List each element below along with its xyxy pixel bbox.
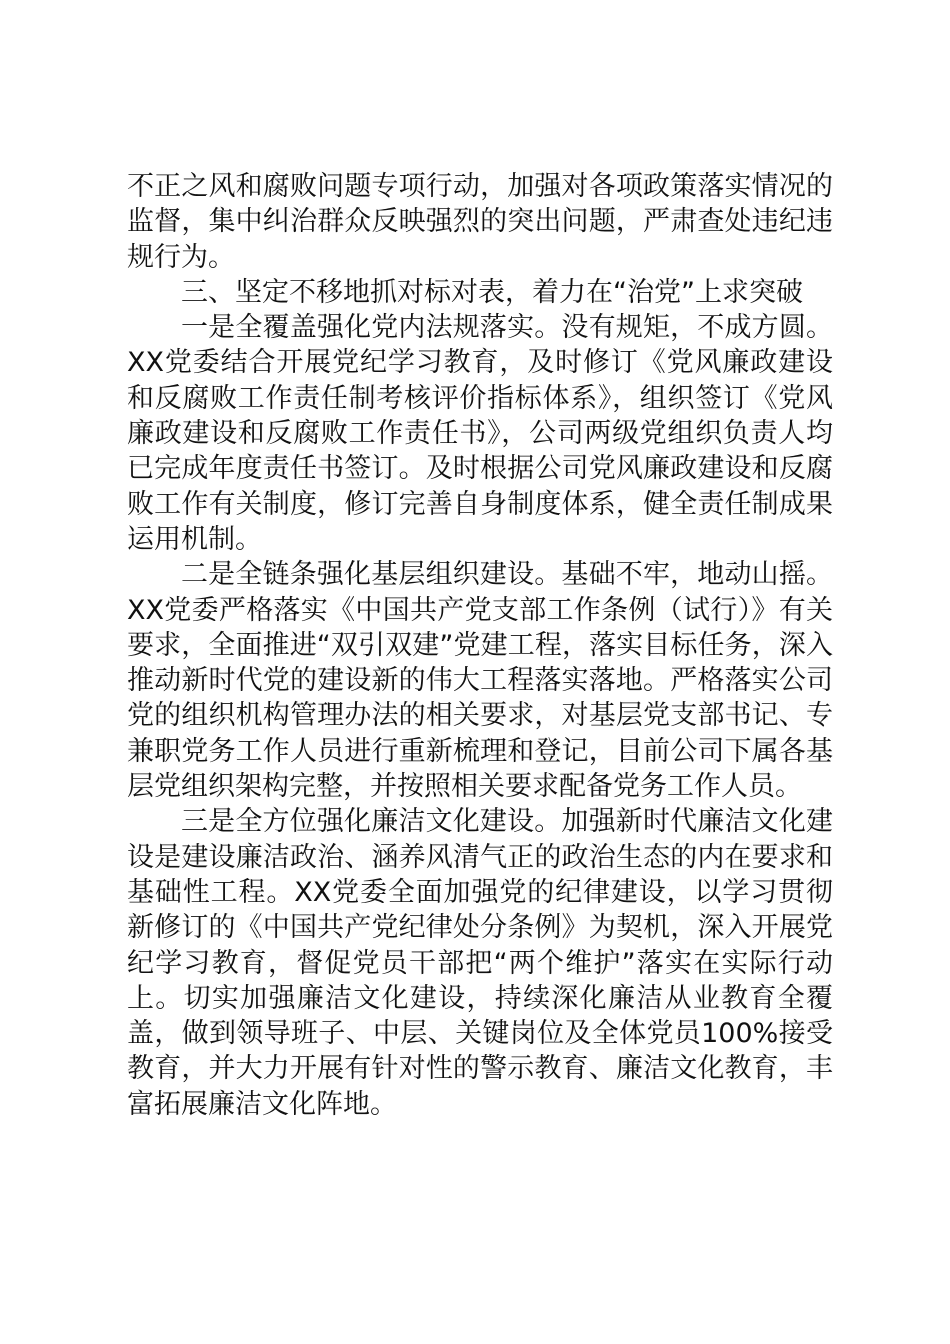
paragraph-continuation: 不正之风和腐败问题专项行动，加强对各项政策落实情况的监督，集中纠治群众反映强烈的突出问题，严肃查处违纪违规行为。 (127, 171, 833, 273)
paragraph-integrity-culture: 三是全方位强化廉洁文化建设。加强新时代廉洁文化建设是建设廉洁政治、涵养风清气正的政治生态的内在要求和基础性工程。XX党委全面加强党的纪律建设，以学习贯彻新修订的《中国共产党纪律处分条例》为契机，深入开展党纪学习教育，督促党员干部把“两个维护”落实在实际行动上。切实加强廉洁文化建设，持续深化廉洁从业教育全覆盖，做到领导班子、中层、关键岗位及全体党员100%接受教育，并大力开展有针对性的警示教育、廉洁文化教育，丰富拓展廉洁文化阵地。 (127, 806, 833, 1120)
section-heading-three: 三、坚定不移地抓对标对表，着力在“治党”上求突破 (181, 276, 803, 308)
paragraph-grassroots: 二是全链条强化基层组织建设。基础不牢，地动山摇。XX党委严格落实《中国共产党支部工作条例（试行）》有关要求，全面推进“双引双建”党建工程，落实目标任务，深入推动新时代党的建设新的伟大工程落实落地。严格落实公司党的组织机构管理办法的相关要求，对基层党支部书记、专兼职党务工作人员进行重新梳理和登记，目前公司下属各基层党组织架构完整，并按照相关要求配备党务工作人员。 (127, 559, 833, 803)
paragraph-regulations: 一是全覆盖强化党内法规落实。没有规矩，不成方圆。XX党委结合开展党纪学习教育，及时修订《党风廉政建设和反腐败工作责任制考核评价指标体系》，组织签订《党风廉政建设和反腐败工作责任书》，公司两级党组织负责人均已完成年度责任书签订。及时根据公司党风廉政建设和反腐败工作有关制度，修订完善自身制度体系，健全责任制成果运用机制。 (127, 312, 833, 555)
document-body (127, 169, 833, 1122)
